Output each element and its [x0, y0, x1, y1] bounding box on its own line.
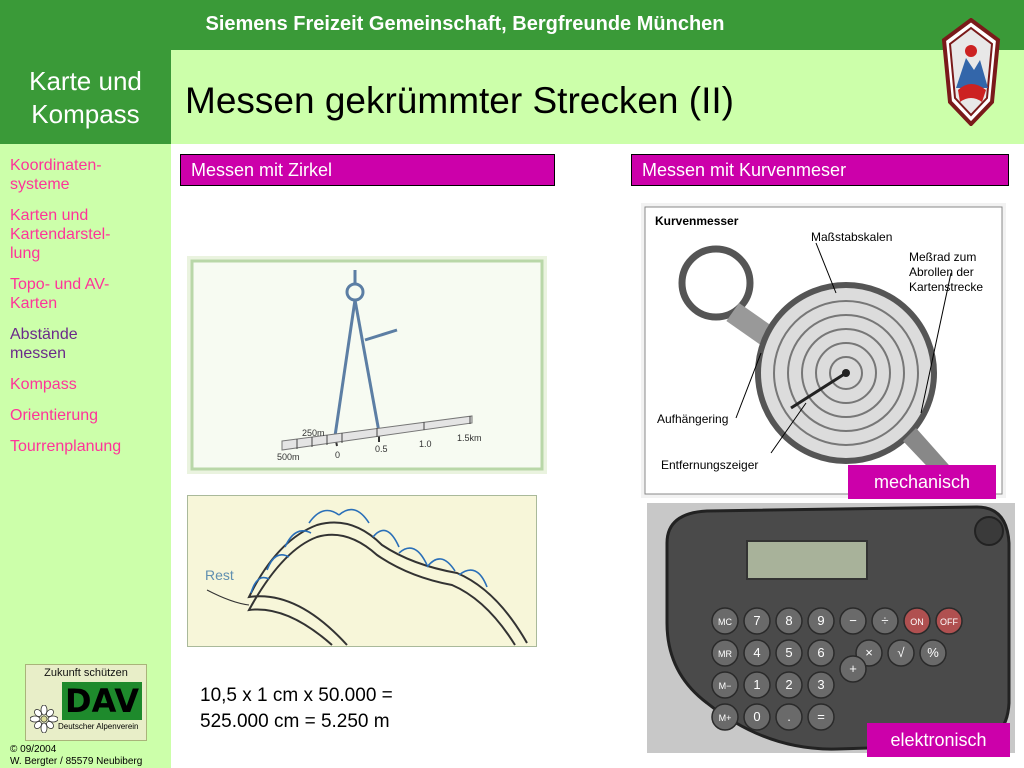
- copyright: [10, 744, 142, 768]
- label-messrad-2: Abrollen der: [909, 265, 974, 279]
- nav-item-label: Tourrenplanung: [10, 438, 122, 455]
- dav-name: Deutscher Alpenverein: [58, 722, 139, 731]
- scale-label-500m: 500m: [277, 452, 300, 462]
- calc-key-label: M+: [718, 713, 732, 723]
- calc-key-label: MC: [718, 617, 732, 627]
- calc-key-label: 6: [817, 645, 825, 660]
- calc-key-label: −: [849, 613, 857, 628]
- nav-item-topo-und-av-karten[interactable]: [10, 275, 160, 313]
- dav-logo: [25, 664, 147, 741]
- calc-key-label: √: [897, 645, 905, 660]
- nav-item-koordinatensysteme[interactable]: [10, 156, 160, 194]
- nav-item-label: lung: [10, 245, 41, 262]
- label-messrad-3: Kartenstrecke: [909, 280, 984, 294]
- nav-item-label: systeme: [10, 176, 70, 193]
- calc-key-label: 1: [753, 677, 761, 692]
- nav-item-label: Topo- und AV-: [10, 276, 110, 293]
- calc-key-label: =: [817, 709, 825, 724]
- kurvenmesser-title: Kurvenmesser: [655, 214, 739, 228]
- calc-key-label: 7: [753, 613, 761, 628]
- sidebar: [0, 144, 171, 768]
- organization-name: Siemens Freizeit Gemeinschaft, Bergfreunde München: [205, 13, 725, 35]
- nav-item-abstaende-messen[interactable]: [10, 325, 160, 363]
- caption-electronic-label: elektronisch: [890, 730, 987, 750]
- calc-key-label: ×: [865, 645, 873, 660]
- nav-item-label: Karten: [10, 295, 58, 312]
- calc-key-label: 5: [785, 645, 793, 660]
- scale-label-250m: 250m: [302, 428, 325, 438]
- calc-key-label: 4: [753, 645, 761, 660]
- nav-item-label: Koordinaten-: [10, 157, 102, 174]
- calc-key-label: M−: [718, 681, 732, 691]
- dav-badge: [62, 682, 142, 720]
- nav-item-label: Kartendarstel-: [10, 226, 111, 243]
- left-section-header: [180, 154, 555, 186]
- nav-item-label: Abstände: [10, 326, 78, 343]
- caption-electronic: [867, 723, 1010, 757]
- slide-title: Messen gekrümmter Strecken (II): [185, 80, 734, 121]
- curve-measuring-image: [187, 495, 537, 647]
- nav-item-label: Karten und: [10, 207, 89, 224]
- nav-item-label: Orientierung: [10, 407, 99, 424]
- nav-item-label: Kompass: [10, 376, 77, 393]
- sidebar-nav: [10, 156, 160, 468]
- nav-item-label: messen: [10, 345, 67, 362]
- right-section-header-label: Messen mit Kurvenmeser: [642, 160, 847, 180]
- calc-key-label: 0: [753, 709, 761, 724]
- copyright-date: © 09/2004: [10, 744, 57, 755]
- label-aufhaengering: Aufhängering: [657, 412, 729, 426]
- rest-label: Rest: [205, 567, 234, 583]
- label-messrad-1: Meßrad zum: [909, 250, 977, 264]
- calc-key-label: 2: [785, 677, 793, 692]
- calc-key-label: %: [927, 645, 939, 660]
- copyright-author: W. Bergter / 85579 Neubiberg: [10, 756, 143, 767]
- calc-key-label: .: [787, 709, 791, 724]
- section-title: [0, 50, 171, 144]
- label-entfernungszeiger: Entfernungszeiger: [661, 458, 759, 472]
- dav-slogan: Zukunft schützen: [44, 667, 128, 679]
- section-title-text: Karte und Kompass: [29, 66, 142, 129]
- dav-letters: DAV: [65, 682, 139, 720]
- dividers-on-scale-image: [187, 256, 547, 474]
- header-bar: [0, 0, 1024, 50]
- nav-item-karten-und-kartendarstellung[interactable]: [10, 206, 160, 263]
- caption-mechanical-label: mechanisch: [873, 472, 971, 492]
- calc-key-label: OFF: [940, 617, 958, 627]
- calculation-text: [200, 683, 393, 735]
- scale-label-10: 1.0: [419, 439, 432, 449]
- edelweiss-icon: [30, 705, 58, 733]
- electronic-curvimeter-image: [647, 503, 1015, 753]
- right-section-header: [631, 154, 1009, 186]
- calc-key-label: 9: [817, 613, 825, 628]
- mechanical-curvimeter-image: [641, 203, 1006, 498]
- caption-mechanical: [848, 465, 996, 499]
- club-emblem-icon: [940, 18, 1002, 126]
- calc-key-label: ÷: [881, 613, 889, 628]
- nav-item-tourrenplanung[interactable]: [10, 437, 160, 456]
- calc-key-label: ON: [910, 617, 924, 627]
- calculation-line-1: 10,5 x 1 cm x 50.000 =: [200, 685, 393, 706]
- scale-label-15km: 1.5km: [457, 433, 482, 443]
- title-bar: [171, 50, 1024, 144]
- label-massstabskalen: Maßstabskalen: [811, 230, 893, 244]
- left-section-header-label: Messen mit Zirkel: [191, 160, 333, 180]
- calculation-line-2: 525.000 cm = 5.250 m: [200, 711, 390, 732]
- calc-key-label: +: [849, 661, 857, 676]
- nav-item-orientierung[interactable]: [10, 406, 160, 425]
- calc-key-label: 8: [785, 613, 793, 628]
- scale-label-0: 0: [335, 450, 341, 460]
- calc-key-label: 3: [817, 677, 825, 692]
- scale-label-05: 0.5: [375, 444, 388, 454]
- nav-item-kompass[interactable]: [10, 375, 160, 394]
- calc-key-label: MR: [718, 649, 732, 659]
